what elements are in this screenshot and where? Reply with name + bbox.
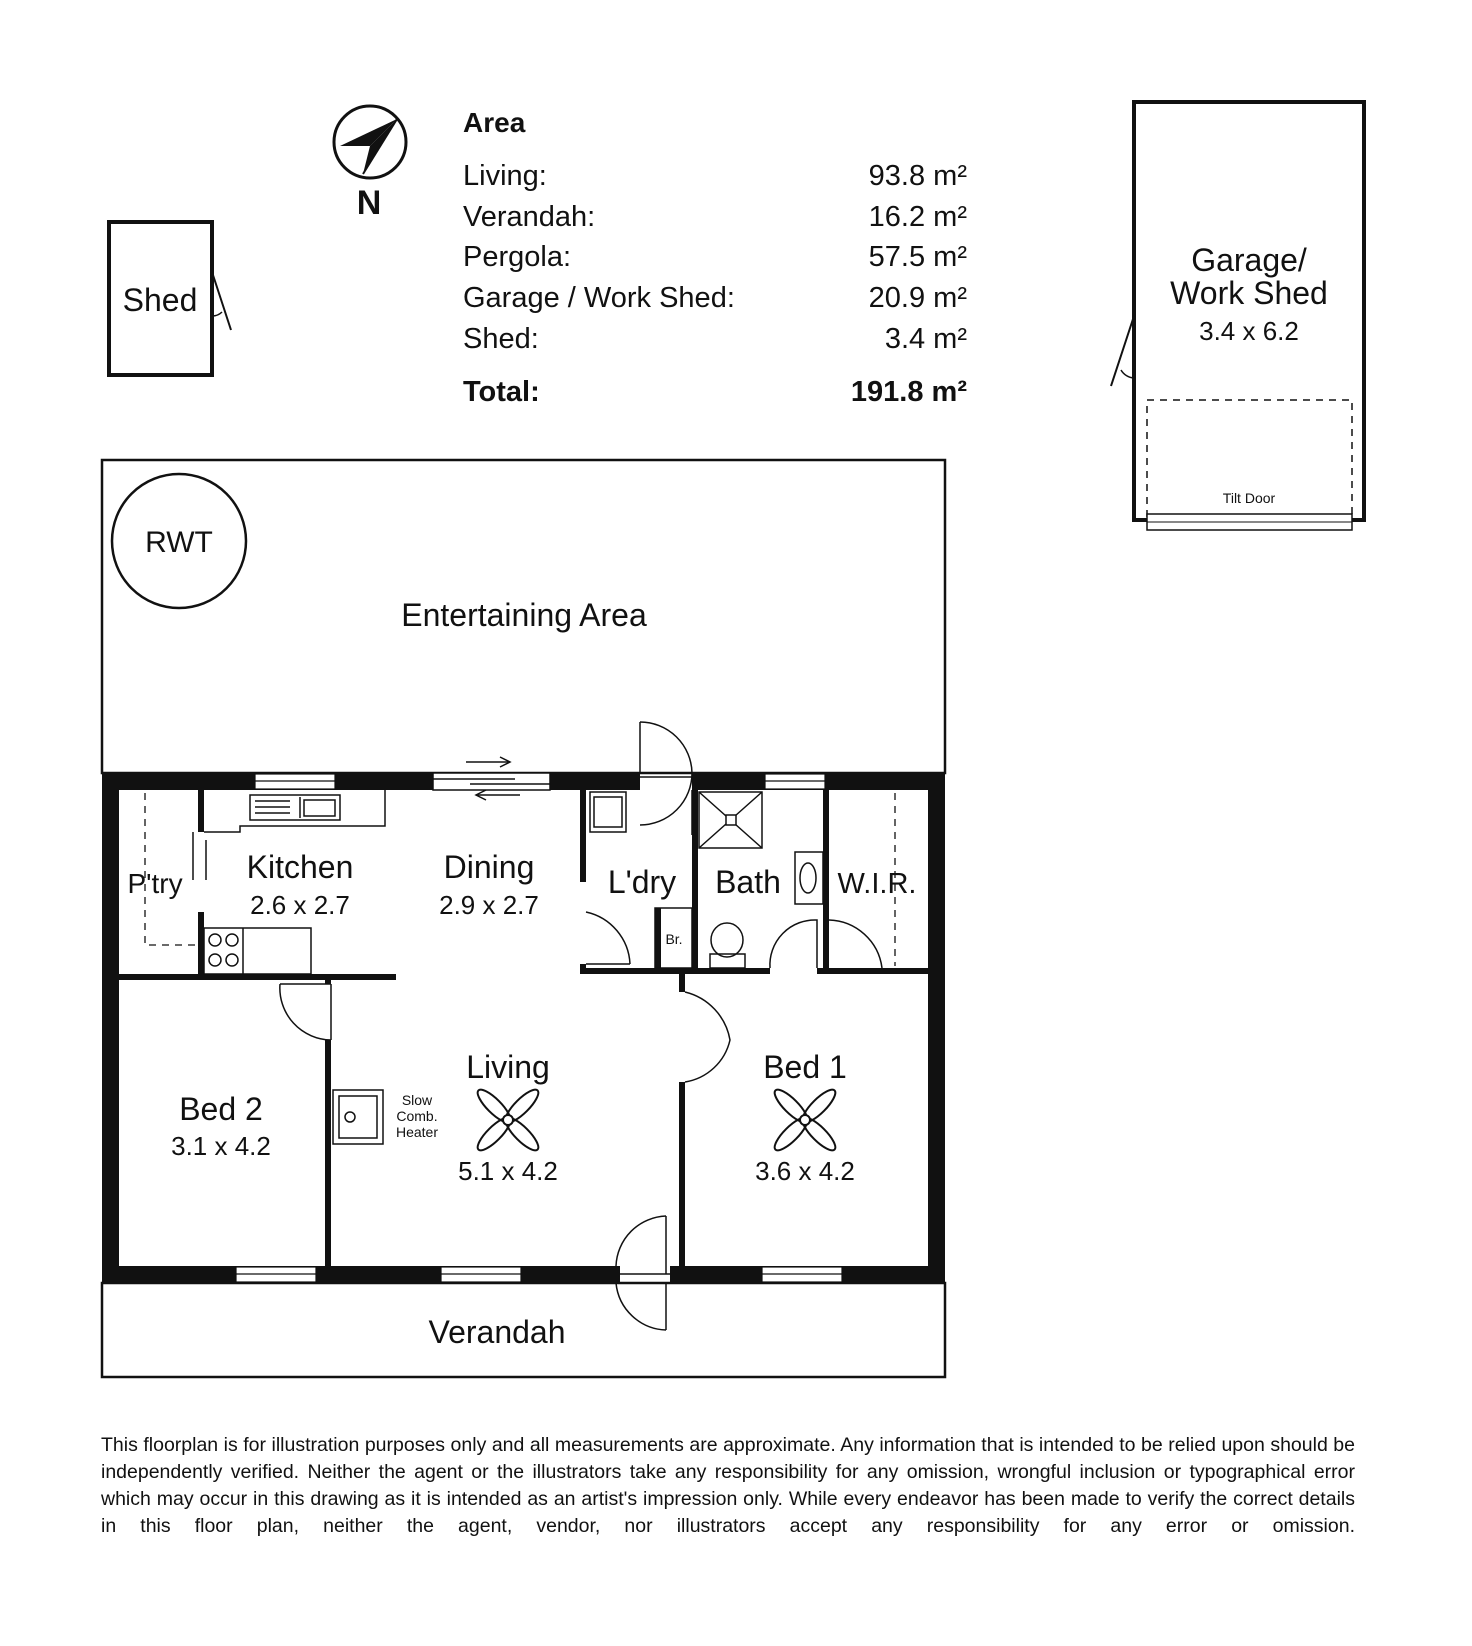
north-arrow-icon — [334, 106, 406, 178]
entertaining-area-label: Entertaining Area — [401, 597, 647, 633]
wir-label: W.I.R. — [837, 868, 917, 900]
heater-label-2: Comb. — [396, 1108, 438, 1124]
disclaimer: This floorplan is for illustration purposes only and all measurements are approximate. Any information that is intended to be relied upon should be independently verified. Neither the agent or the illustrators take any responsibility for any omission, wrongful inclusion or typographical error which may occur in this drawing as it is intended as an artist's impression only. While every endeavor has been made to verify the correct details in this floor plan, neither the agent, vendor, nor illustrators accept any responsibility for any error or omission. — [101, 1434, 1355, 1537]
shed-label: Shed — [122, 282, 198, 318]
living-dims: 5.1 x 4.2 — [458, 1156, 558, 1186]
area-value-pergola: 57.5 m² — [868, 241, 967, 273]
dining-dims: 2.9 x 2.7 — [439, 890, 539, 920]
bed2-dims: 3.1 x 4.2 — [171, 1131, 271, 1161]
living-label: Living — [466, 1049, 550, 1085]
broom-label: Br. — [665, 931, 683, 947]
bed2-label: Bed 2 — [179, 1091, 263, 1127]
area-value-shed: 3.4 m² — [884, 323, 967, 355]
area-label-garage: Garage / Work Shed: — [463, 282, 735, 314]
bed1-label: Bed 1 — [763, 1049, 847, 1085]
area-total-value: 191.8 m² — [850, 376, 967, 408]
bath-label: Bath — [715, 864, 781, 900]
ceiling-fan-icon — [473, 1085, 542, 1154]
area-label-verandah: Verandah: — [463, 201, 596, 233]
area-value-verandah: 16.2 m² — [868, 201, 967, 233]
heater-label-3: Heater — [395, 1124, 439, 1140]
north-label: N — [356, 184, 382, 222]
rwt-label: RWT — [145, 526, 213, 559]
heater-icon — [333, 1090, 383, 1144]
ceiling-fan-icon — [770, 1085, 839, 1154]
area-total-label: Total: — [463, 376, 540, 408]
laundry-door[interactable] — [640, 722, 692, 835]
area-table — [463, 107, 967, 408]
garage-dims: 3.4 x 6.2 — [1199, 316, 1299, 346]
tilt-door-label: Tilt Door — [1222, 490, 1276, 506]
bed1-dims: 3.6 x 4.2 — [755, 1156, 855, 1186]
dining-label: Dining — [443, 849, 535, 885]
laundry-label: L'dry — [607, 864, 677, 900]
sliding-door[interactable] — [433, 757, 550, 800]
pantry-label: P'try — [127, 868, 183, 899]
front-door[interactable] — [616, 1216, 670, 1330]
kitchen-dims: 2.6 x 2.7 — [250, 890, 350, 920]
heater-label-1: Slow — [401, 1092, 433, 1108]
area-label-pergola: Pergola: — [463, 241, 572, 273]
toilet-icon — [710, 923, 745, 968]
area-value-garage: 20.9 m² — [868, 282, 967, 314]
area-label-shed: Shed: — [463, 323, 539, 355]
garage-label-line1: Garage/ — [1191, 242, 1307, 278]
area-value-living: 93.8 m² — [868, 160, 967, 192]
vanity-basin-icon — [795, 852, 823, 904]
shower-icon — [699, 792, 762, 848]
cooktop-icon — [209, 934, 238, 966]
kitchen-label: Kitchen — [246, 849, 354, 885]
laundry-trough-icon — [590, 792, 626, 832]
garage-label-line2: Work Shed — [1170, 275, 1328, 311]
verandah-label: Verandah — [428, 1314, 566, 1350]
area-title: Area — [463, 107, 526, 138]
area-label-living: Living: — [463, 160, 547, 192]
